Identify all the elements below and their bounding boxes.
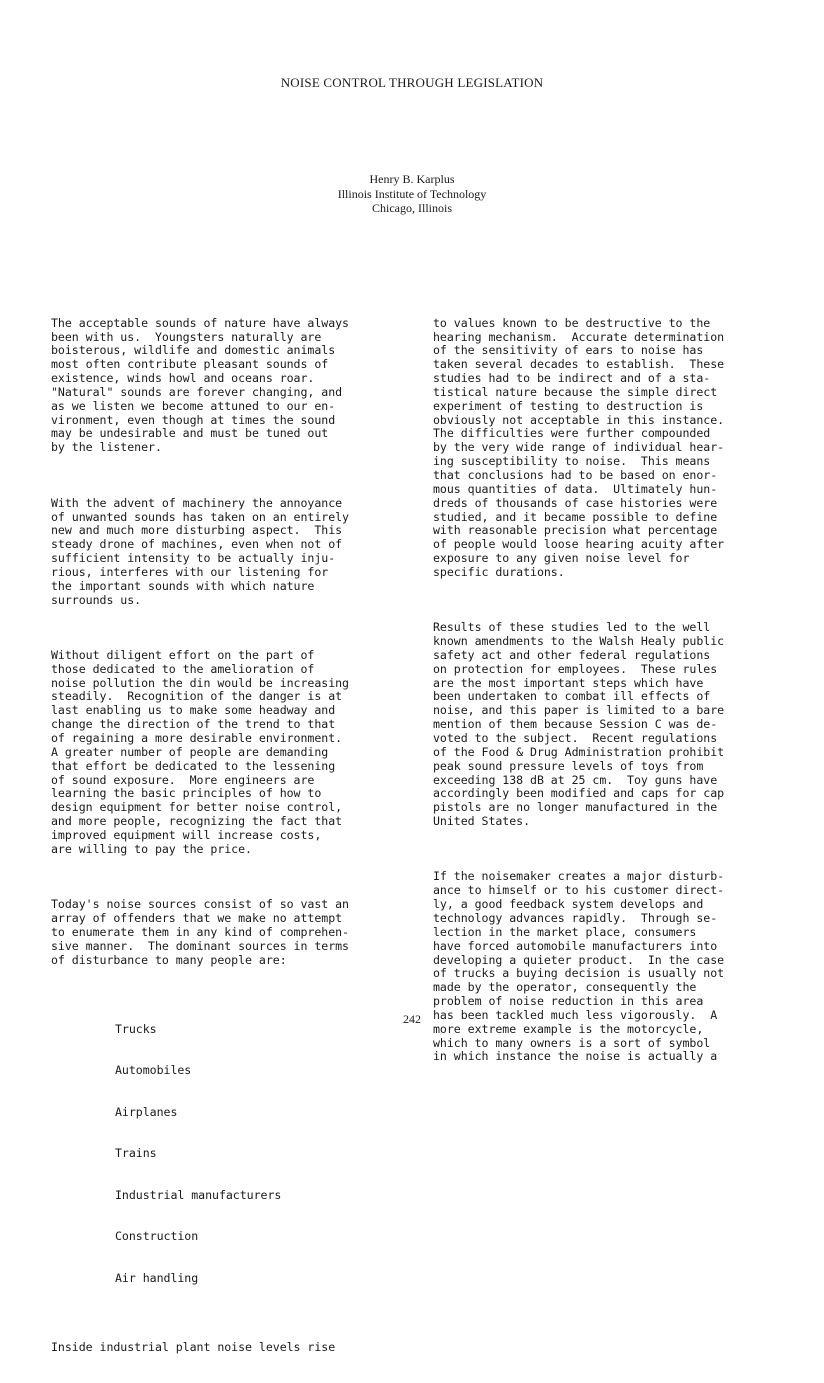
paragraph: to values known to be destructive to the hearing mechanism. Accurate determination of the sensitivity of ears to noise has taken several decades to establish. These studies had to be indirect and of a sta- tistical nature because the simple direct experiment of testing to destruction is obviously not acceptable in this instance. The difficulties were further compounded by the very wide range of individual hear- ing susceptibility to noise. This means that conclusions had to be based on enor- mous quantities of data. Ultimately hun- dreds of thousands of case histories were studied, and it became possible to define with reasonable precision what percentage of people would loose hearing acuity after exposure to any given noise level for specific durations. [433, 315, 725, 579]
paper-title: NOISE CONTROL THROUGH LEGISLATION [280, 75, 544, 90]
left-column [51, 289, 411, 1383]
list-item: Industrial manufacturers [115, 1187, 282, 1202]
paragraph: If the noisemaker creates a major disturb- ance to himself or to his customer direct- ly, a good feedback system develops and technology advances rapidly. Through se- lection in the market place, consumers have forced automobile manufacturers into developing a quieter product. In the case of trucks a buying decision is usually not made by the operator, consequently the problem of noise reduction in this area has been tackled much less vigorously. A more extreme example is the motorcycle, which to many owners is a sort of symbol in which instance the noise is actually a [433, 869, 725, 1064]
author-block [0, 172, 824, 216]
author-affiliation: Illinois Institute of Technology [337, 186, 487, 201]
list-item: Air handling [115, 1270, 199, 1285]
list-item: Trucks [115, 1021, 157, 1036]
list-item: Construction [115, 1229, 199, 1244]
page-number: 242 [403, 1012, 421, 1026]
paragraph: Today's noise sources consist of so vast an array of offenders that we make no attempt to enumerate them in any kind of comprehen- sive manner. The dominant sources in terms of disturbance to many people are: [51, 897, 349, 967]
noise-sources-list [115, 995, 411, 1313]
paragraph: With the advent of machinery the annoyance of unwanted sounds has taken on an entirely new and much more disturbing aspect. This steady drone of machines, even when not of sufficient intensity to be actually inju- rious, interferes with our listening for the important sounds with which nature surrounds us. [51, 495, 349, 607]
paragraph: Results of these studies led to the well known amendments to the Walsh Healy public safety act and other federal regulations on protection for employees. These rules are the most important steps which have been undertaken to combat ill effects of noise, and this paper is limited to a bare mention of them because Session C was de- voted to the subject. Recent regulations of the Food & Drug Administration prohibit peak sound pressure levels of toys from exceeding 138 dB at 25 cm. Toy guns have accordingly been modified and caps for cap pistols are no longer manufactured in the United States. [433, 620, 725, 829]
author-name: Henry B. Karplus [369, 172, 455, 186]
paragraph: Inside industrial plant noise levels rise [51, 1340, 336, 1355]
author-location: Chicago, Illinois [372, 201, 452, 215]
paragraph: Without diligent effort on the part of those dedicated to the amelioration of noise pollution the din would be increasing steadily. Recognition of the danger is at last enabling us to make some headway and change the direction of the trend to that of regaining a more desirable environment. A greater number of people are demanding that effort be dedicated to the lessening of sound exposure. More engineers are learning the basic principles of how to design equipment for better noise control, and more people, recognizing the fact that improved equipment will increase costs, are willing to pay the price. [51, 647, 349, 856]
list-item: Airplanes [115, 1104, 178, 1119]
list-item: Automobiles [115, 1063, 192, 1078]
list-item: Trains [115, 1146, 157, 1161]
paragraph: The acceptable sounds of nature have always been with us. Youngsters naturally are boisterous, wildlife and domestic animals most often contribute pleasant sounds of existence, winds howl and oceans roar. "Natural" sounds are forever changing, and as we listen we become attuned to our en- vironment, even though at times the sound may be undesirable and must be tuned out by the listener. [51, 315, 349, 455]
right-column [433, 289, 793, 1092]
